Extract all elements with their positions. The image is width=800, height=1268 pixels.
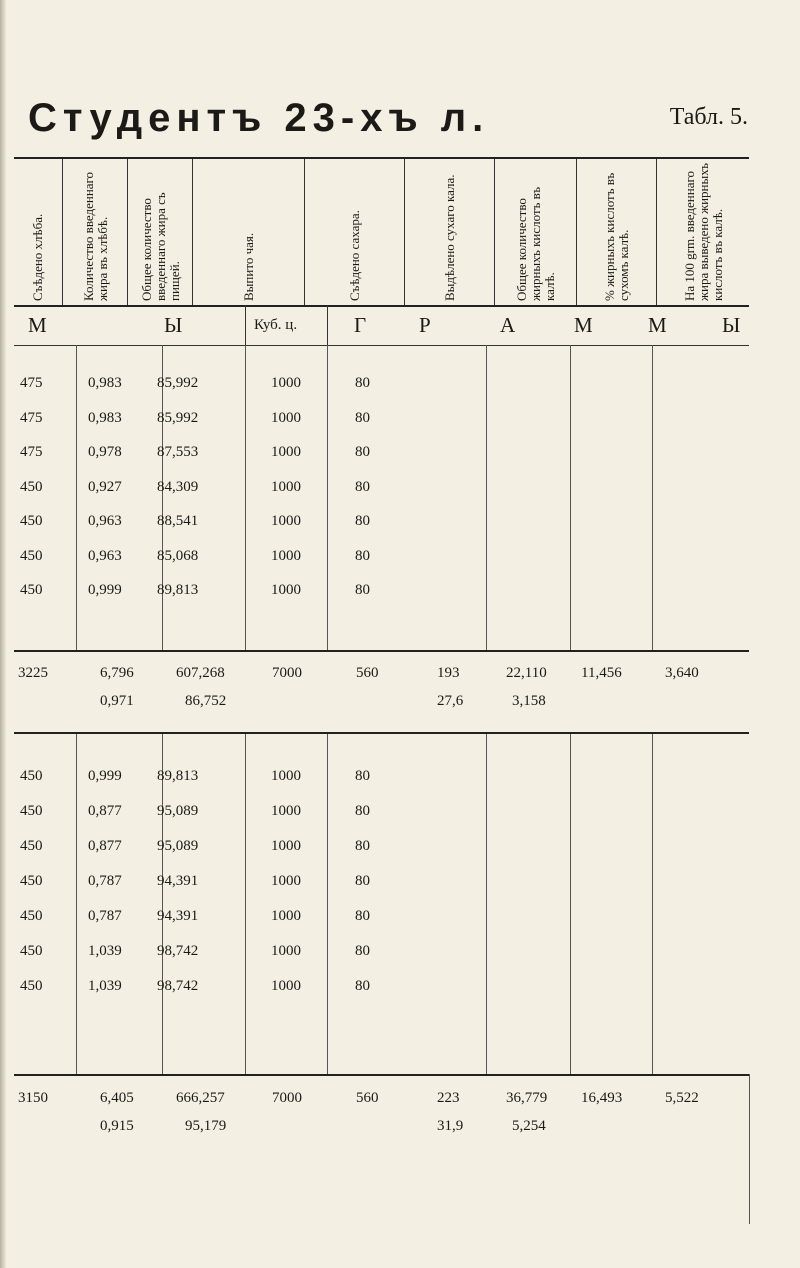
table-cell: 85,992 [157,375,199,391]
table-cell: 80 [355,444,370,460]
table-cell: 0,999 [88,582,122,598]
table-cell: 85,068 [157,547,199,564]
table-cell: 88,541 [157,513,199,529]
book-spine-shadow [0,0,6,1268]
table-cell: 80 [355,478,370,495]
table-cell: 98,742 [157,943,199,959]
table-row [14,908,749,938]
table-cell: 80 [355,409,370,426]
table-cell: 450 [20,943,43,959]
header-sugar: Съѣдено сахара. [304,159,405,305]
header-fatty-acids-percent: % жирныхъ кислотъ въ сухомъ калѣ. [576,159,657,305]
table-cell: 450 [20,478,43,495]
table-cell: 80 [355,768,370,784]
table-row [14,873,749,903]
header-tea: Выпито чая. [192,159,305,305]
table-cell: 80 [355,873,370,889]
right-border-line [749,1074,750,1224]
table-cell: 450 [20,513,43,529]
table-cell: 95,089 [157,803,199,819]
table-cell: 1000 [271,943,301,959]
table-cell: 95,089 [157,838,199,854]
table-cell: 80 [355,943,370,959]
table-cell: 1000 [271,908,301,924]
table-row [14,943,749,973]
total-row-2: 3150 6,405 666,257 7000 560 223 36,779 16,493 5,522 [18,1090,699,1106]
table-cell: 0,963 [88,513,122,529]
table-cell: 1,039 [88,978,122,994]
table-cell: 475 [20,444,43,460]
table-cell: 1000 [271,547,301,564]
table-row [14,375,749,405]
table-row [14,768,749,798]
table-cell: 1000 [271,513,301,529]
table-cell: 80 [355,838,370,854]
table-cell: 87,553 [157,444,199,460]
section-rule-1 [14,650,749,652]
header-fatty-acids-per-100: На 100 grm. введеннаго жира выведено жирныхъ кислотъ въ калѣ. [656,159,750,305]
table-cell: 80 [355,547,370,564]
table-row [14,838,749,868]
average-row-1: 0,971 86,752 27,6 3,158 [100,693,546,709]
table-cell: 1,039 [88,943,122,959]
table-cell: 1000 [271,478,301,495]
table-row [14,582,749,612]
table-cell: 450 [20,908,43,924]
header-dry-feces: Выдѣлено сухаго кала. [404,159,495,305]
table-cell: 80 [355,513,370,529]
data-section-1 [14,345,749,650]
table-cell: 475 [20,375,43,391]
page-title: Студентъ 23-хъ л. [28,96,490,140]
table-row [14,548,749,578]
average-row-2: 0,915 95,179 31,9 5,254 [100,1118,546,1134]
header-fat-in-bread: Количество введеннаго жира въ хлѣбѣ. [62,159,128,305]
total-row-1: 3225 6,796 607,268 7000 560 193 22,110 11,456 3,640 [18,665,699,681]
table-cell: 0,787 [88,908,122,924]
table-cell: 1000 [271,409,301,426]
table-cell: 80 [355,582,370,598]
table-cell: 80 [355,375,370,391]
table-cell: 450 [20,768,43,784]
table-label: Табл. 5. [669,104,748,130]
table-cell: 89,813 [157,768,199,784]
table-row [14,444,749,474]
table-cell: 0,983 [88,409,122,426]
table-cell: 1000 [271,838,301,854]
table-cell: 1000 [271,375,301,391]
table-cell: 0,877 [88,803,122,819]
table-cell: 98,742 [157,978,199,994]
table-cell: 84,309 [157,478,199,495]
table-cell: 0,877 [88,838,122,854]
table-row [14,803,749,833]
table-cell: 94,391 [157,873,199,889]
table-cell: 450 [20,547,43,564]
table-cell: 0,978 [88,444,122,460]
table-cell: 1000 [271,978,301,994]
table-cell: 0,963 [88,547,122,564]
table-cell: 450 [20,838,43,854]
table-cell: 1000 [271,444,301,460]
table-cell: 1000 [271,803,301,819]
table-row [14,479,749,509]
table-cell: 80 [355,803,370,819]
table-cell: 450 [20,978,43,994]
table-row [14,410,749,440]
table-cell: 450 [20,582,43,598]
table-row [14,513,749,543]
table-cell: 85,992 [157,409,199,426]
header-fatty-acids: Общее количество жирныхъ кислотъ въ калѣ. [494,159,577,305]
table-cell: 1000 [271,768,301,784]
table-cell: 0,787 [88,873,122,889]
table-cell: 1000 [271,873,301,889]
table-cell: 1000 [271,582,301,598]
units-row: М Ы Куб. ц. Г Р А М М Ы [14,305,749,346]
header-total-fat: Общее количество введеннаго жира съ пищей. [127,159,193,305]
table-cell: 450 [20,873,43,889]
section-rule-3 [14,1074,749,1076]
table-cell: 0,983 [88,375,122,391]
table-cell: 80 [355,978,370,994]
data-section-2 [14,734,749,1074]
table-cell: 89,813 [157,582,199,598]
table-cell: 94,391 [157,908,199,924]
table-header [14,157,749,307]
table-row [14,978,749,1008]
table-cell: 0,927 [88,478,122,495]
header-bread: Съѣдено хлѣба. [30,213,45,301]
table-cell: 475 [20,409,43,426]
table-cell: 450 [20,803,43,819]
table-cell: 80 [355,908,370,924]
table-cell: 0,999 [88,768,122,784]
